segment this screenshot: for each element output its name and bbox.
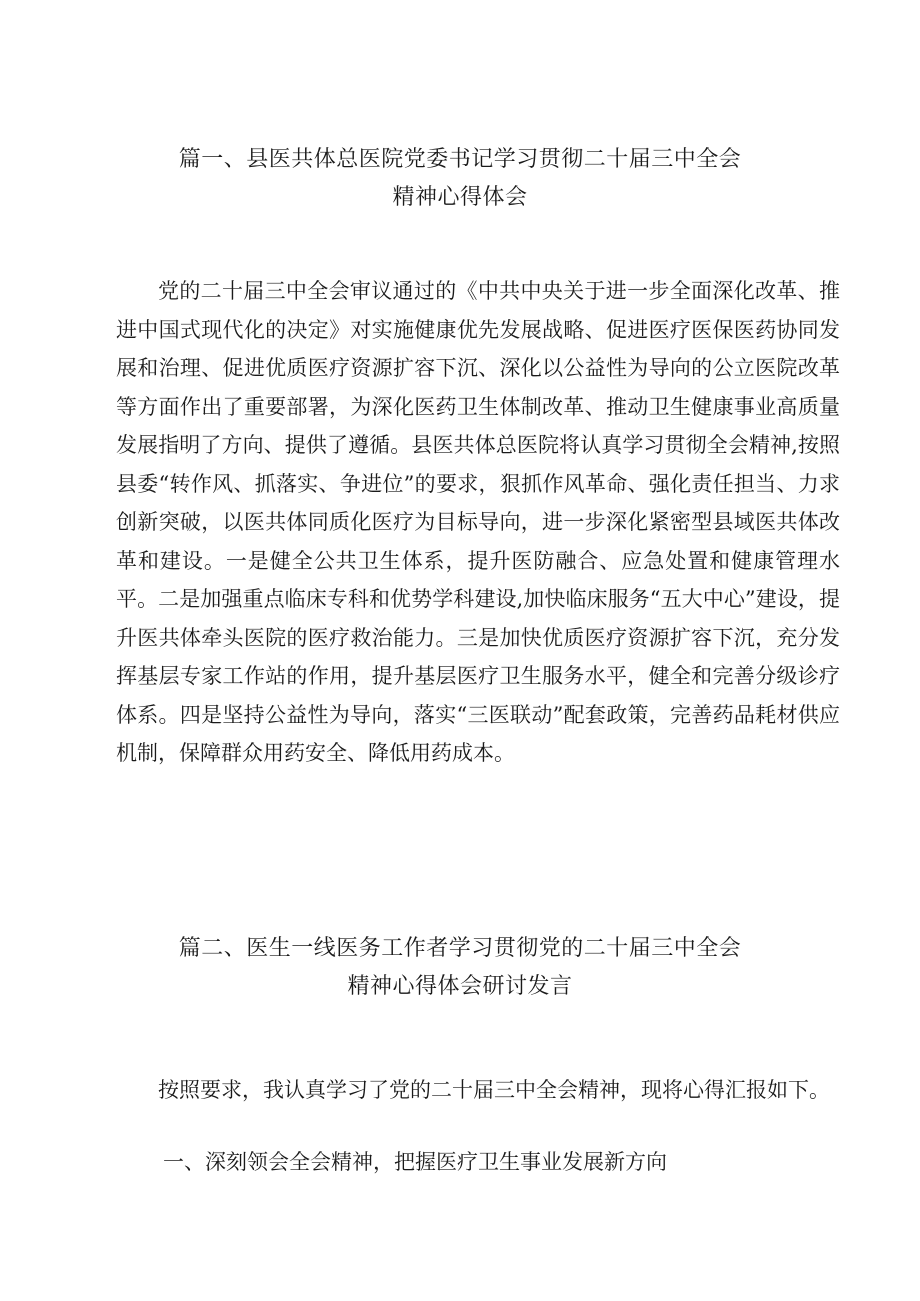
section2-title <box>100 930 820 1006</box>
section2-title-line1: 篇二、医生一线医务工作者学习贯彻党的二十届三中全会 <box>178 936 742 961</box>
section1-title-line1: 篇一、县医共体总医院党委书记学习贯彻二十届三中全会 <box>178 147 742 172</box>
section1-title <box>100 141 820 217</box>
section2-subheading: 一、深刻领会全会精神，把握医疗卫生事业发展新方向 <box>163 1150 667 1174</box>
section1-title-line2: 精神心得体会 <box>392 185 528 210</box>
section2-title-line2: 精神心得体会研讨发言 <box>347 974 573 999</box>
section2-paragraph: 按照要求，我认真学习了党的二十届三中全会精神，现将心得汇报如下。 <box>158 1078 830 1102</box>
section1-paragraph: 党的二十届三中全会审议通过的《中共中央关于进一步全面深化改革、推进中国式现代化的决定》对实施健康优先发展战略、促进医疗医保医药协同发展和治理、促进优质医疗资源扩容下沉、深化以公益性为导向的公立医院改革等方面作出了重要部署，为深化医药卫生体制改革、推动卫生健康事业高质量发展指明了方向、提供了遵循。县医共体总医院将认真学习贯彻全会精神,按照县委“转作风、抓落实、争进位”的要求，狠抓作风革命、强化责任担当、力求创新突破，以医共体同质化医疗为目标导向，进一步深化紧密型县域医共体改革和建设。一是健全公共卫生体系，提升医防融合、应急处置和健康管理水平。二是加强重点临床专科和优势学科建设,加快临床服务“五大中心”建设，提升医共体牵头医院的医疗救治能力。三是加快优质医疗资源扩容下沉，充分发挥基层专家工作站的作用，提升基层医疗卫生服务水平，健全和完善分级诊疗体系。四是坚持公益性为导向，落实“三医联动”配套政策，完善药品耗材供应机制，保障群众用药安全、降低用药成本。 <box>116 279 840 765</box>
